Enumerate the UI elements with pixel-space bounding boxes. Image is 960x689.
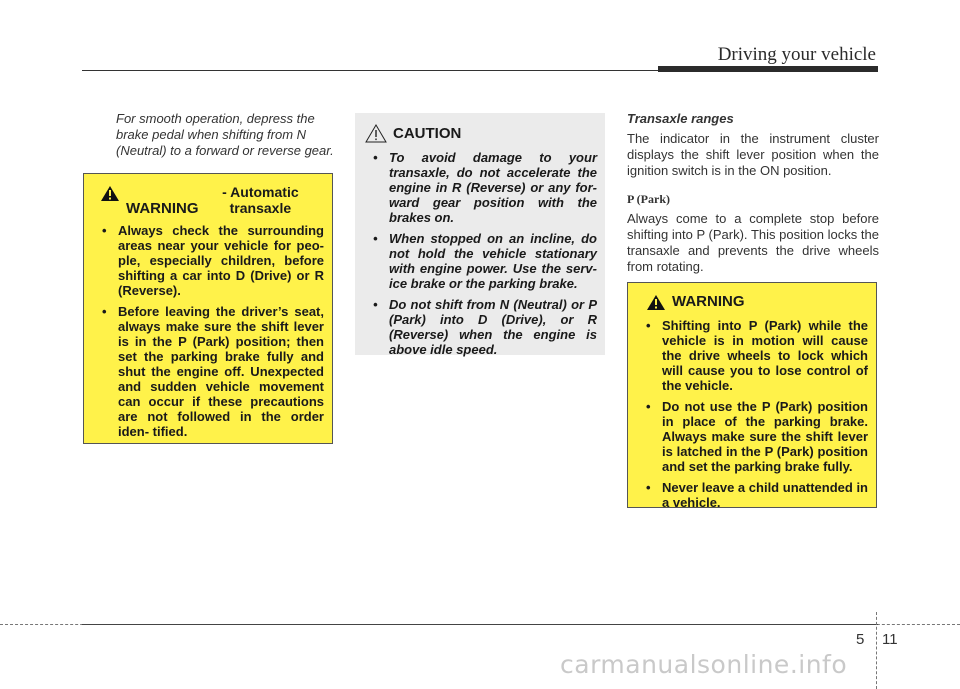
park-heading: P (Park) [627,192,670,206]
caution-triangle-icon [365,124,387,146]
warning-auto-list [94,223,324,439]
warning-subtitle: - Automatic transaxle [222,184,299,216]
warning-park-box [627,282,877,508]
list-item: • Do not shift from N (Neutral) or P (Park) into D (Drive), or R (Reverse) when the engine is above idle speed. [365,297,597,357]
caution-title: CAUTION [393,125,462,142]
chapter-number: 5 [856,631,865,648]
transaxle-section [627,111,879,275]
caution-title-row [365,123,597,146]
warning-park-title: WARNING [672,293,745,310]
intro-text: For smooth operation, depress the brake pedal when shifting from N (Neutral) to a forward or reverse gear. [116,111,334,158]
list-item: • When stopped on an incline, do not hold the vehicle stationary with engine power. Use the serv- ice brake or the parking brake. [365,231,597,291]
warning-triangle-icon [646,294,666,314]
watermark: carmanualsonline.info [560,650,848,679]
park-text: Always come to a complete stop before shifting into P (Park). This position locks the transaxle and prevents the drive wheels from rotating. [627,211,879,274]
list-item: • Do not use the P (Park) position in place of the parking brake. Always make sure the shift lever is latched in the P (Park) position and set the parking brake fully. [638,399,868,474]
list-item: • Always check the surrounding areas near your vehicle for peo- ple, especially children, before shifting a car into D (Drive) or R (Reverse). [94,223,324,298]
header-rule-accent [658,66,878,72]
warning-triangle-icon [100,185,120,205]
header-title: Driving your vehicle [717,44,876,65]
page-number-divider [876,612,877,689]
list-item: • Before leaving the driver’s seat, always make sure the shift lever is in the P (Park) position; then set the parking brake fully and shut the engine off. Unexpected and sudden vehicle movement can occur if these precautions are not followed in the order iden- tified. [94,304,324,439]
page-number: 11 [882,631,898,648]
footer-rule [82,624,878,625]
list-item: • Shifting into P (Park) while the vehicle is in motion will cause the drive wheels to lock which will cause you to lose control of the vehicle. [638,318,868,393]
caution-list [365,150,597,357]
list-item: • To avoid damage to your transaxle, do not accelerate the engine in R (Reverse) or any for- ward gear position with the brakes on. [365,150,597,225]
transaxle-intro: The indicator in the instrument cluster displays the shift lever position when the ignition switch is in the ON position. [627,131,879,178]
warning-park-list [638,318,868,510]
warning-title-row [94,184,324,217]
list-item: • Never leave a child unattended in a vehicle. [638,480,868,510]
section-heading: Transaxle ranges [627,111,734,126]
warning-park-title-row [638,293,868,314]
caution-box [355,113,605,355]
warning-automatic-transaxle-box [83,173,333,444]
warning-title: WARNING [126,200,199,217]
